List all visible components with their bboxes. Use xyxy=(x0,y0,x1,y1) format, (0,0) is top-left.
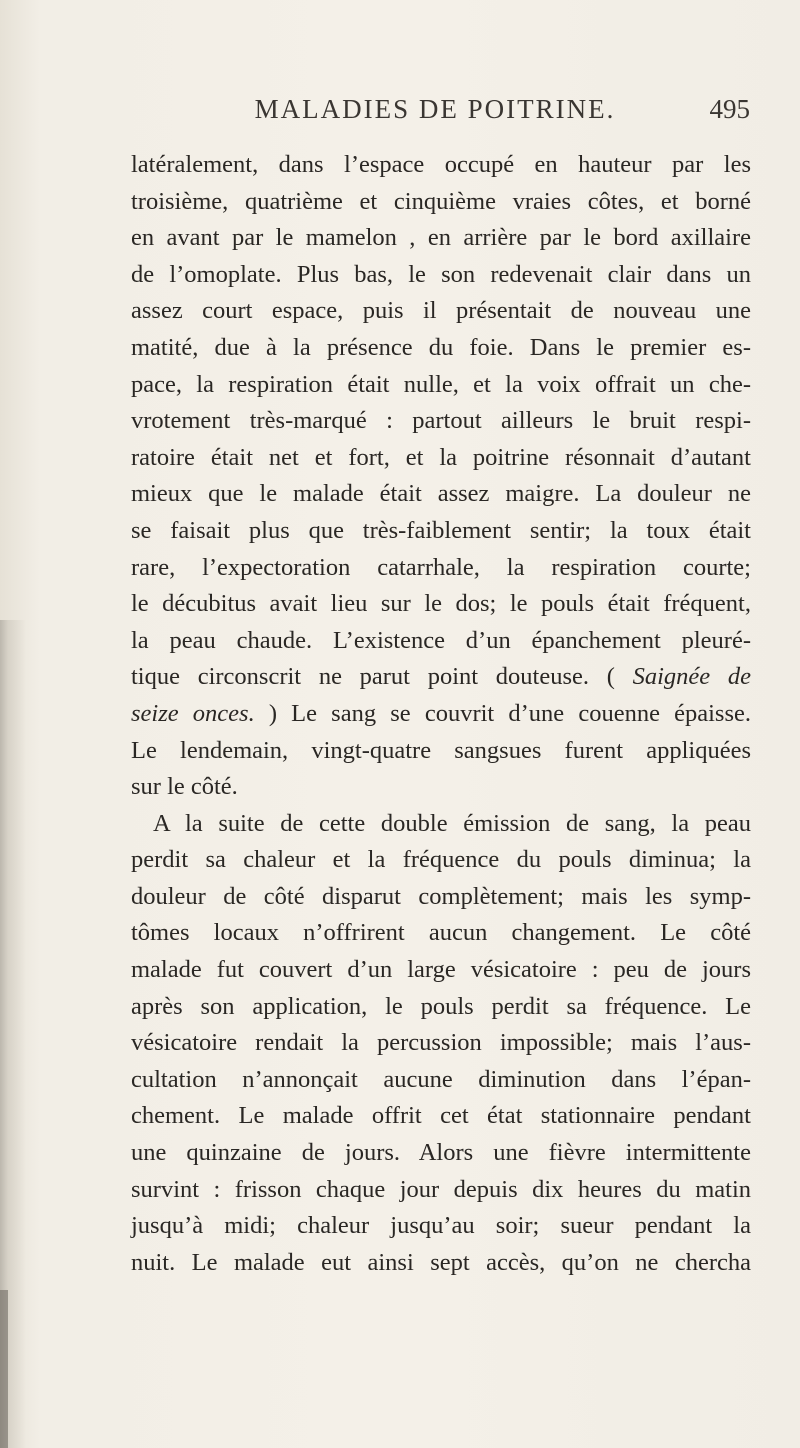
text-line: cultation n’annonçait aucune diminution dans l’épan- xyxy=(131,1065,751,1093)
text-line: chement. Le malade offrit cet état stationnaire pendant xyxy=(131,1102,751,1130)
text-line: nuit. Le malade eut ainsi sept accès, qu’on ne chercha xyxy=(131,1248,751,1276)
text-line: en avant par le mamelon , en arrière par le bord axillaire xyxy=(131,224,751,252)
page-header xyxy=(120,94,750,134)
text-line: survint : frisson chaque jour depuis dix heures du matin xyxy=(131,1175,751,1203)
text-line: une quinzaine de jours. Alors une fièvre intermittente xyxy=(131,1139,751,1167)
text-line: rare, l’expectoration catarrhale, la respiration courte; xyxy=(131,553,751,581)
italic-segment: Saignée de xyxy=(632,663,751,691)
running-title: MALADIES DE POITRINE. xyxy=(254,94,616,124)
text-segment: tique circonscrit ne parut point douteuse. ( xyxy=(131,663,633,691)
text-line xyxy=(131,696,751,733)
text-line: douleur de côté disparut complètement; mais les symp- xyxy=(131,882,751,910)
text-line: la peau chaude. L’existence d’un épanchement pleuré- xyxy=(131,626,751,654)
text-line: malade fut couvert d’un large vésicatoire : peu de jours xyxy=(131,956,751,984)
text-line: troisième, quatrième et cinquième vraies côtes, et borné xyxy=(131,187,751,215)
text-line: le décubitus avait lieu sur le dos; le pouls était fréquent, xyxy=(131,590,751,618)
text-line: pace, la respiration était nulle, et la voix offrait un che- xyxy=(131,370,751,398)
text-line: se faisait plus que très-faiblement sentir; la toux était xyxy=(131,516,751,544)
text-line: matité, due à la présence du foie. Dans le premier es- xyxy=(131,333,751,361)
text-line: tômes locaux n’offrirent aucun changement. Le côté xyxy=(131,919,751,947)
page-number: 495 xyxy=(709,94,750,124)
binding-edge xyxy=(0,1290,8,1448)
text-line: de l’omoplate. Plus bas, le son redevenait clair dans un xyxy=(131,260,751,288)
text-line: mieux que le malade était assez maigre. La douleur ne xyxy=(131,480,751,508)
body-text xyxy=(131,147,751,1281)
text-line: Le lendemain, vingt-quatre sangsues furent appliquées xyxy=(131,736,751,764)
text-line: assez court espace, puis il présentait de nouveau une xyxy=(131,297,751,325)
text-line: ratoire était net et fort, et la poitrine résonnait d’autant xyxy=(131,443,751,471)
text-line: perdit sa chaleur et la fréquence du pouls diminua; la xyxy=(131,846,751,874)
italic-segment: seize onces. xyxy=(131,699,255,727)
text-segment: ) Le sang se couvrit d’une couenne épaisse. xyxy=(254,699,751,727)
text-line: vésicatoire rendait la percussion impossible; mais l’aus- xyxy=(131,1029,751,1057)
text-line: jusqu’à midi; chaleur jusqu’au soir; sueur pendant la xyxy=(131,1212,751,1240)
text-line: vrotement très-marqué : partout ailleurs le bruit respi- xyxy=(131,407,751,435)
text-line: latéralement, dans l’espace occupé en hauteur par les xyxy=(131,151,751,178)
text-line: A la suite de cette double émission de sang, la peau xyxy=(153,809,751,837)
text-line xyxy=(131,659,751,696)
text-line: sur le côté. xyxy=(131,773,238,801)
text-line: après son application, le pouls perdit sa fréquence. Le xyxy=(131,992,751,1020)
